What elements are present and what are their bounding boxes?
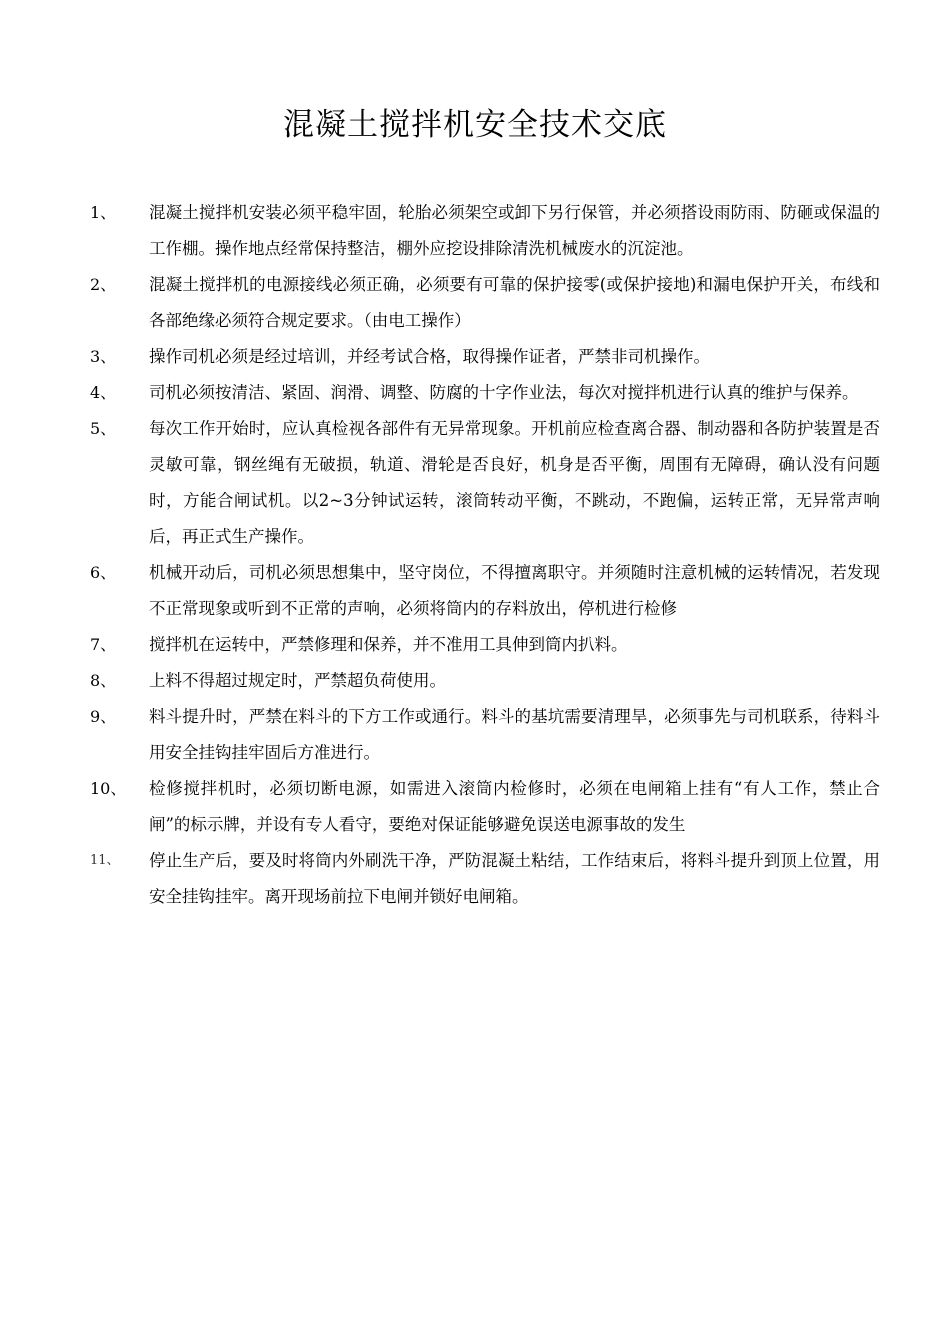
item-text: 操作司机必须是经过培训，并经考试合格，取得操作证者，严禁非司机操作。: [149, 347, 710, 366]
item-text: 机械开动后，司机必须思想集中，坚守岗位，不得擅离职守。并须随时注意机械的运转情况，若发现不正常现象或听到不正常的声响，必须将筒内的存料放出，停机进行检修: [149, 563, 880, 618]
list-item: [90, 663, 880, 699]
document-title: 混凝土搅拌机安全技术交底: [283, 107, 667, 143]
item-text: 混凝土搅拌机的电源接线必须正确，必须要有可靠的保护接零(或保护接地)和漏电保护开关，布线和各部绝缘必须符合规定要求。（由电工操作）: [149, 275, 880, 330]
list-item: [90, 411, 880, 555]
list-item: [90, 627, 880, 663]
item-number: 6、: [90, 563, 117, 582]
list-item: [90, 771, 880, 843]
item-number: 9、: [90, 707, 117, 726]
item-number: 2、: [90, 275, 117, 294]
item-number: 8、: [90, 671, 117, 690]
item-number: 4、: [90, 383, 117, 402]
list-item: [90, 375, 880, 411]
item-number: 11、: [90, 853, 120, 868]
list-item: [90, 555, 880, 627]
item-text: 检修搅拌机时，必须切断电源，如需进入滚筒内检修时，必须在电闸箱上挂有“有人工作，禁止合闸”的标示牌，并设有专人看守，要绝对保证能够避免误送电源事故的发生: [149, 779, 880, 834]
item-number: 3、: [90, 347, 117, 366]
item-text: 搅拌机在运转中，严禁修理和保养，并不准用工具伸到筒内扒料。: [149, 635, 628, 654]
item-text: 司机必须按清洁、紧固、润滑、调整、防腐的十字作业法，每次对搅拌机进行认真的维护与保养。: [149, 383, 859, 402]
list-item: [90, 267, 880, 339]
item-text: 料斗提升时，严禁在料斗的下方工作或通行。料斗的基坑需要清理旱，必须事先与司机联系，待料斗用安全挂钩挂牢固后方准进行。: [149, 707, 880, 762]
item-number: 5、: [90, 419, 117, 438]
item-text: 上料不得超过规定时，严禁超负荷使用。: [149, 671, 446, 690]
item-number: 10、: [90, 779, 127, 798]
item-text: 混凝土搅拌机安装必须平稳牢固，轮胎必须架空或卸下另行保管，并必须搭设雨防雨、防砸或保温的工作棚。操作地点经常保持整洁，棚外应挖设排除清洗机械废水的沉淀池。: [149, 203, 880, 258]
list-item: [90, 339, 880, 375]
list-item: [90, 699, 880, 771]
list-item: [90, 195, 880, 267]
item-text: 每次工作开始时，应认真检视各部件有无异常现象。开机前应检查离合器、制动器和各防护装置是否灵敏可靠，钢丝绳有无破损，轨道、滑轮是否良好，机身是否平衡，周围有无障碍，确认没有问题时，方能合闸试机。以2~3分钟试运转，滚筒转动平衡，不跳动，不跑偏，运转正常，无异常声响后，再正式生产操作。: [149, 419, 880, 546]
item-number: 1、: [90, 203, 117, 222]
safety-rules-list: [90, 195, 880, 915]
list-item: [90, 843, 880, 915]
item-number: 7、: [90, 635, 117, 654]
item-text: 停止生产后，要及时将筒内外刷洗干净，严防混凝土粘结，工作结束后，将料斗提升到顶上位置，用安全挂钩挂牢。离开现场前拉下电闸并锁好电闸箱。: [149, 851, 880, 906]
